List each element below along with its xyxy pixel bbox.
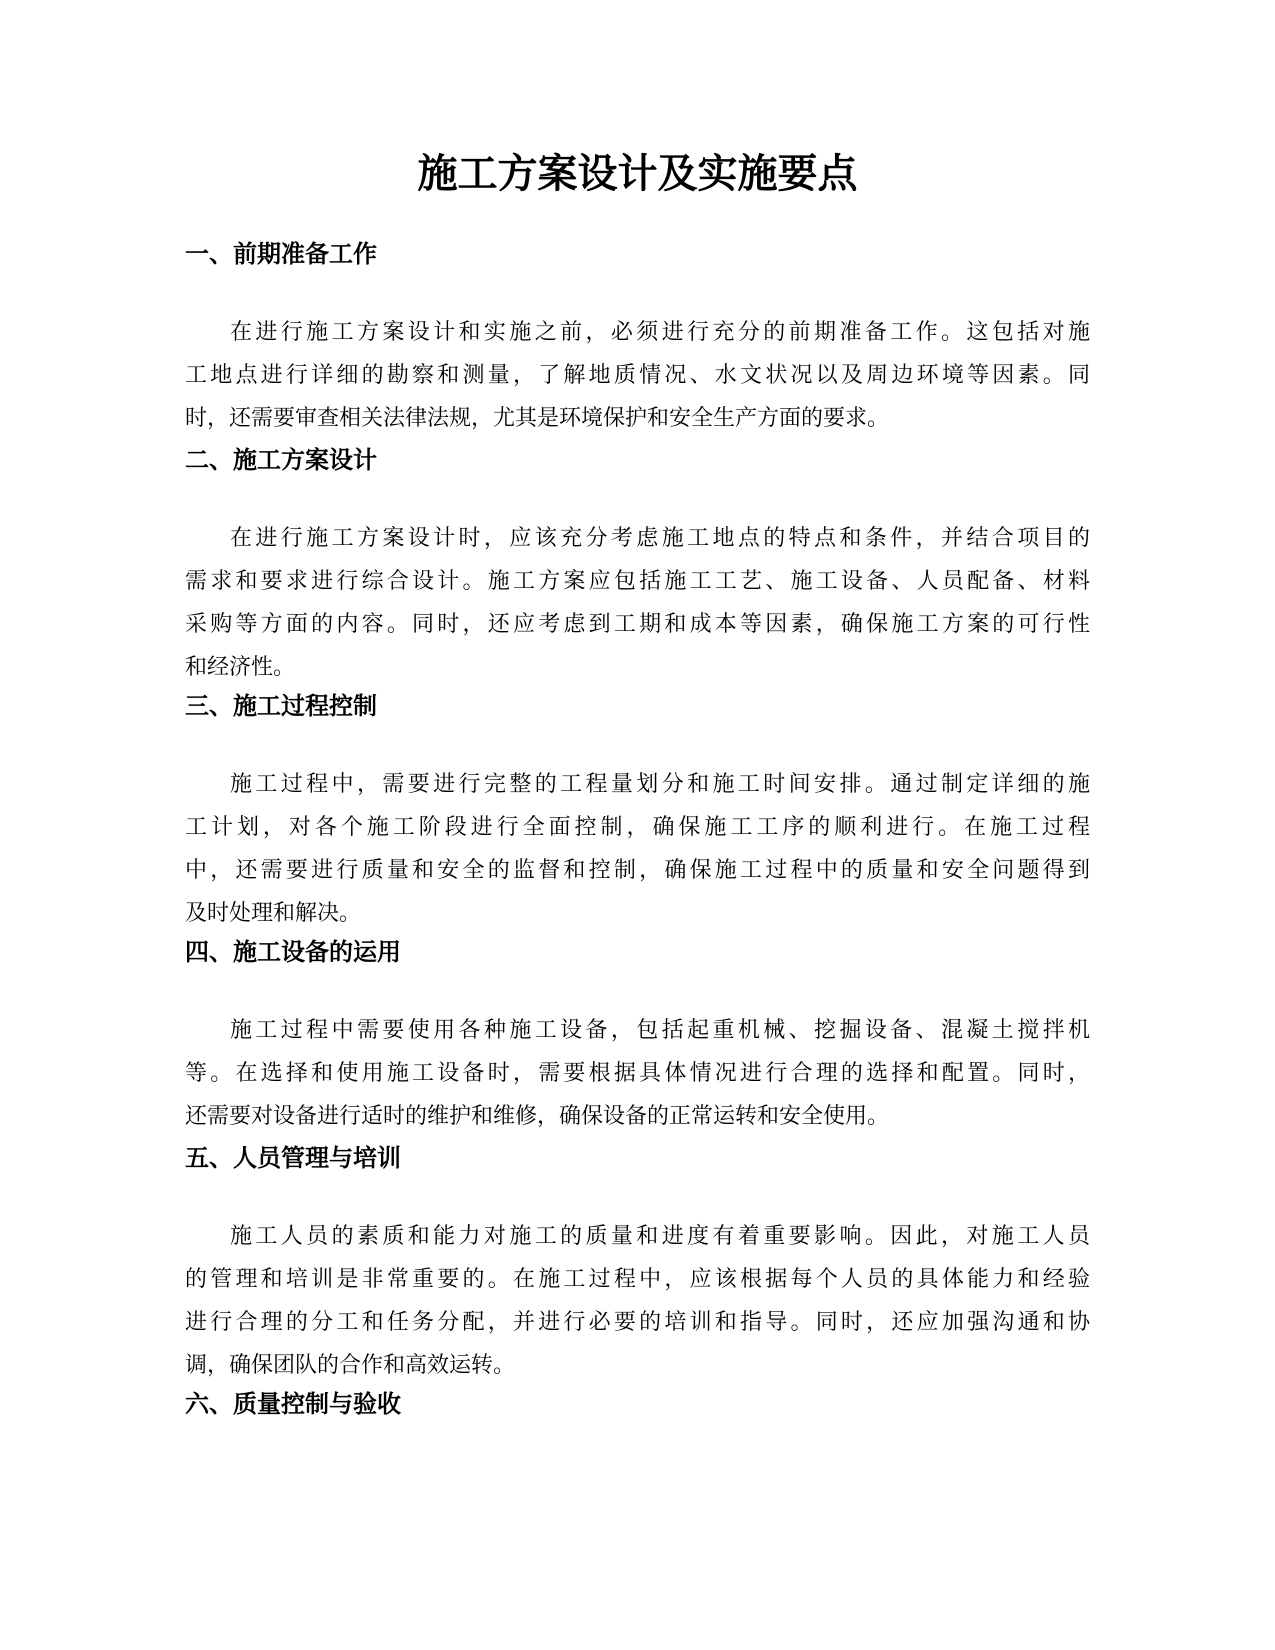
section-process-control — [185, 689, 1090, 935]
section-paragraph — [185, 311, 1090, 440]
section-heading: 二、施工方案设计 — [185, 446, 377, 474]
section-heading: 六、质量控制与验收 — [185, 1390, 401, 1418]
section-preparation — [185, 237, 1090, 440]
section-quality — [185, 1387, 1090, 1421]
paragraph-line: 施工过程中需要使用各种施工设备，包括起重机械、挖掘设备、混凝土搅拌机 — [230, 1018, 1090, 1043]
section-paragraph — [185, 1009, 1090, 1138]
section-equipment — [185, 935, 1090, 1138]
paragraph-line: 和经济性。 — [185, 655, 296, 680]
paragraph-line: 工地点进行详细的勘察和测量，了解地质情况、水文状况以及周边环境等因素。同 — [185, 363, 1090, 388]
paragraph-line: 还需要对设备进行适时的维护和维修，确保设备的正常运转和安全使用。 — [185, 1104, 890, 1129]
paragraph-line: 的管理和培训是非常重要的。在施工过程中，应该根据每个人员的具体能力和经验 — [185, 1267, 1090, 1292]
paragraph-line: 需求和要求进行综合设计。施工方案应包括施工工艺、施工设备、人员配备、材料 — [185, 569, 1090, 594]
section-paragraph — [185, 763, 1090, 935]
paragraph-line: 在进行施工方案设计和实施之前，必须进行充分的前期准备工作。这包括对施 — [230, 320, 1090, 345]
section-heading: 五、人员管理与培训 — [185, 1144, 401, 1172]
paragraph-line: 调，确保团队的合作和高效运转。 — [185, 1353, 516, 1378]
document-title: 施工方案设计及实施要点 — [417, 151, 858, 197]
section-paragraph — [185, 1215, 1090, 1387]
paragraph-line: 施工过程中，需要进行完整的工程量划分和施工时间安排。通过制定详细的施 — [230, 772, 1090, 797]
paragraph-line: 施工人员的素质和能力对施工的质量和进度有着重要影响。因此，对施工人员 — [230, 1224, 1090, 1249]
section-heading: 一、前期准备工作 — [185, 240, 377, 268]
section-personnel — [185, 1141, 1090, 1387]
paragraph-line: 工计划，对各个施工阶段进行全面控制，确保施工工序的顺利进行。在施工过程 — [185, 815, 1090, 840]
paragraph-line: 采购等方面的内容。同时，还应考虑到工期和成本等因素，确保施工方案的可行性 — [185, 612, 1090, 637]
paragraph-line: 进行合理的分工和任务分配，并进行必要的培训和指导。同时，还应加强沟通和协 — [185, 1310, 1090, 1335]
section-paragraph — [185, 517, 1090, 689]
paragraph-line: 及时处理和解决。 — [185, 901, 362, 926]
section-design — [185, 443, 1090, 689]
paragraph-line: 等。在选择和使用施工设备时，需要根据具体情况进行合理的选择和配置。同时， — [185, 1061, 1090, 1086]
section-heading: 三、施工过程控制 — [185, 692, 377, 720]
paragraph-line: 中，还需要进行质量和安全的监督和控制，确保施工过程中的质量和安全问题得到 — [185, 858, 1090, 883]
paragraph-line: 时，还需要审查相关法律法规，尤其是环境保护和安全生产方面的要求。 — [185, 406, 890, 431]
paragraph-line: 在进行施工方案设计时，应该充分考虑施工地点的特点和条件，并结合项目的 — [230, 526, 1090, 551]
section-heading: 四、施工设备的运用 — [185, 938, 401, 966]
